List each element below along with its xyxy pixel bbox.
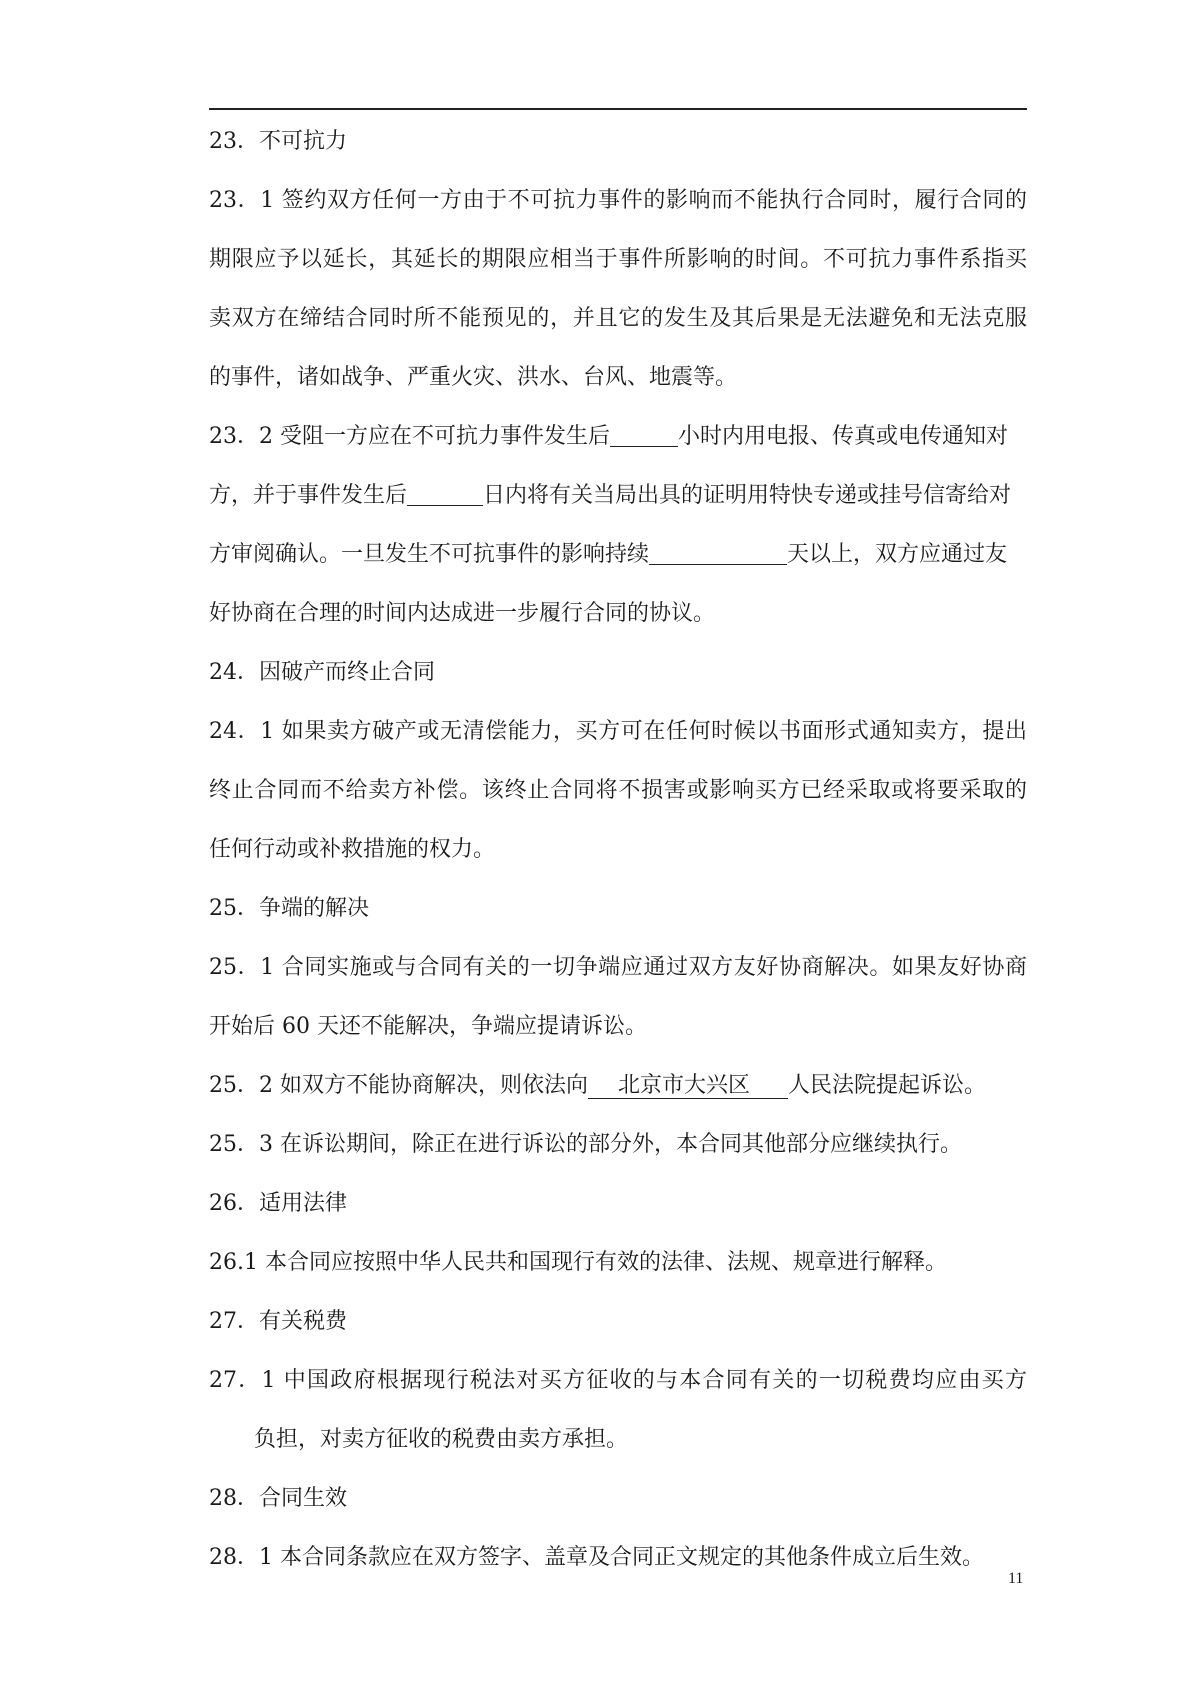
section-heading: 24．因破产而终止合同 xyxy=(209,660,435,685)
section-heading: 25．争端的解决 xyxy=(209,896,369,921)
section-heading: 27．有关税费 xyxy=(209,1309,347,1334)
clause-text: 任何行动或补救措施的权力。 xyxy=(209,837,496,862)
clause-text-part: 天以上，双方应通过友 xyxy=(787,542,1008,567)
clause-text xyxy=(209,478,1027,537)
clause-text: 23．1 签约双方任何一方由于不可抗力事件的影响而不能执行合同时，履行合同的 xyxy=(209,188,1027,213)
clause-text: 28．1 本合同条款应在双方签字、盖章及合同正文规定的其他条件成立后生效。 xyxy=(209,1545,984,1570)
clause-text-part: 方审阅确认。一旦发生不可抗事件的影响持续 xyxy=(209,542,650,567)
fill-in-blank[interactable] xyxy=(649,540,787,565)
section-heading: 28．合同生效 xyxy=(209,1486,347,1511)
clause-text: 的事件，诸如战争、严重火灾、洪水、台风、地震等。 xyxy=(209,365,738,390)
clause-text: 27．1 中国政府根据现行税法对买方征收的与本合同有关的一切税费均应由买方 xyxy=(209,1368,1027,1393)
clause-text-part: 小时内用电报、传真或电传通知对 xyxy=(678,424,1009,449)
clause-text: 24．1 如果卖方破产或无清偿能力，买方可在任何时候以书面形式通知卖方，提出 xyxy=(209,719,1027,744)
clause-text xyxy=(209,1068,1027,1127)
page-number: 11 xyxy=(1008,1570,1024,1587)
clause-text: 25．1 合同实施或与合同有关的一切争端应通过双方友好协商解决。如果友好协商 xyxy=(209,955,1027,980)
section-heading: 23．不可抗力 xyxy=(209,129,347,154)
clause-text xyxy=(209,419,1027,478)
clause-text-part: 日内将有关当局出具的证明用特快专递或挂号信寄给对 xyxy=(483,483,1012,508)
clause-text: 25．3 在诉讼期间，除正在进行诉讼的部分外，本合同其他部分应继续执行。 xyxy=(209,1132,962,1157)
court-location-field[interactable] xyxy=(588,1073,788,1099)
fill-in-blank[interactable] xyxy=(407,481,483,506)
clause-text-part: 方，并于事件发生后 xyxy=(209,483,408,508)
clause-text xyxy=(209,537,1027,596)
section-heading: 26．适用法律 xyxy=(209,1191,347,1216)
court-location-value: 北京市大兴区 xyxy=(618,1073,751,1098)
clause-text-part: 25．2 如双方不能协商解决，则依法向 xyxy=(209,1073,588,1098)
clause-text: 期限应予以延长，其延长的期限应相当于事件所影响的时间。不可抗力事件系指买 xyxy=(209,247,1027,272)
clause-text: 终止合同而不给卖方补偿。该终止合同将不损害或影响买方已经采取或将要采取的 xyxy=(209,778,1027,803)
document-body xyxy=(209,124,1027,1599)
clause-text: 负担，对卖方征收的税费由卖方承担。 xyxy=(254,1427,629,1452)
clause-text: 开始后 60 天还不能解决，争端应提请诉讼。 xyxy=(209,1014,647,1039)
header-rule xyxy=(209,108,1027,110)
clause-text: 卖双方在缔结合同时所不能预见的，并且它的发生及其后果是无法避免和无法克服 xyxy=(209,306,1027,331)
fill-in-blank[interactable] xyxy=(610,422,678,447)
clause-text: 好协商在合理的时间内达成进一步履行合同的协议。 xyxy=(209,601,716,626)
clause-text-part: 23．2 受阻一方应在不可抗力事件发生后 xyxy=(209,424,610,449)
clause-text: 26.1 本合同应按照中华人民共和国现行有效的法律、法规、规章进行解释。 xyxy=(209,1250,947,1275)
clause-text-part: 人民法院提起诉讼。 xyxy=(788,1073,987,1098)
